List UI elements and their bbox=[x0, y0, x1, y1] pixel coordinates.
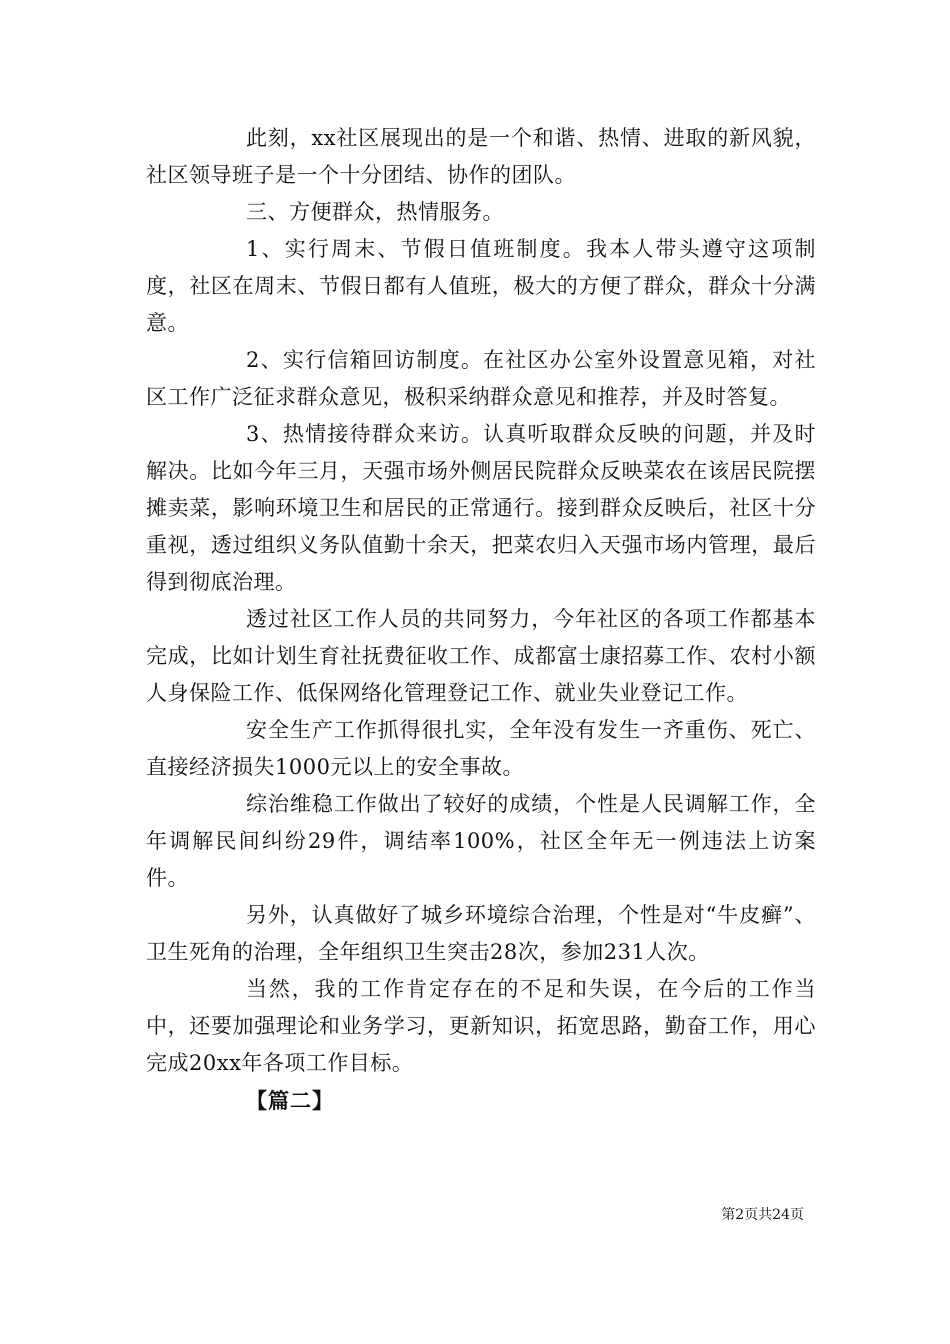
paragraph-receive-visitors: 3、热情接待群众来访。认真听取群众反映的问题，并及时解决。比如今年三月，天强市场外侧居民院群众反映菜农在该居民院摆摊卖菜，影响环境卫生和居民的正常通行。接到群众反映后，社区十分重视，透过组织义务队值勤十余天，把菜农归入天强市场内管理，最后得到彻底治理。 bbox=[146, 422, 816, 594]
page-number-footer: 第2页共24页 bbox=[721, 1207, 804, 1223]
document-body bbox=[146, 120, 816, 1119]
paragraph-shortcomings: 当然，我的工作肯定存在的不足和失误，在今后的工作当中，还要加强理论和业务学习，更新知识，拓宽思路，勤奋工作，用心完成20xx年各项工作目标。 bbox=[146, 977, 816, 1075]
paragraph-environment: 另外，认真做好了城乡环境综合治理，个性是对“牛皮癣”、卫生死角的治理，全年组织卫生突击28次，参加231人次。 bbox=[146, 903, 816, 964]
paragraph-mediation: 综治维稳工作做出了较好的成绩，个性是人民调解工作，全年调解民间纠纷29件，调结率100%，社区全年无一例违法上访案件。 bbox=[146, 792, 816, 890]
paragraph-weekend-duty: 1、实行周末、节假日值班制度。我本人带头遵守这项制度，社区在周末、节假日都有人值班，极大的方便了群众，群众十分满意。 bbox=[146, 237, 816, 335]
section-heading-convenient-service: 三、方便群众，热情服务。 bbox=[246, 200, 504, 224]
part-two-heading: 【篇二】 bbox=[246, 1088, 334, 1113]
paragraph-work-completed: 透过社区工作人员的共同努力，今年社区的各项工作都基本完成，比如计划生育社抚费征收工作、成都富士康招募工作、农村小额人身保险工作、低保网络化管理登记工作、就业失业登记工作。 bbox=[146, 607, 816, 705]
paragraph-community-spirit: 此刻，xx社区展现出的是一个和谐、热情、进取的新风貌，社区领导班子是一个十分团结、协作的团队。 bbox=[146, 126, 816, 187]
paragraph-mailbox-feedback: 2、实行信箱回访制度。在社区办公室外设置意见箱，对社区工作广泛征求群众意见，极积采纳群众意见和推荐，并及时答复。 bbox=[146, 348, 816, 409]
paragraph-safety-production: 安全生产工作抓得很扎实，全年没有发生一齐重伤、死亡、直接经济损失1000元以上的安全事故。 bbox=[146, 718, 816, 779]
